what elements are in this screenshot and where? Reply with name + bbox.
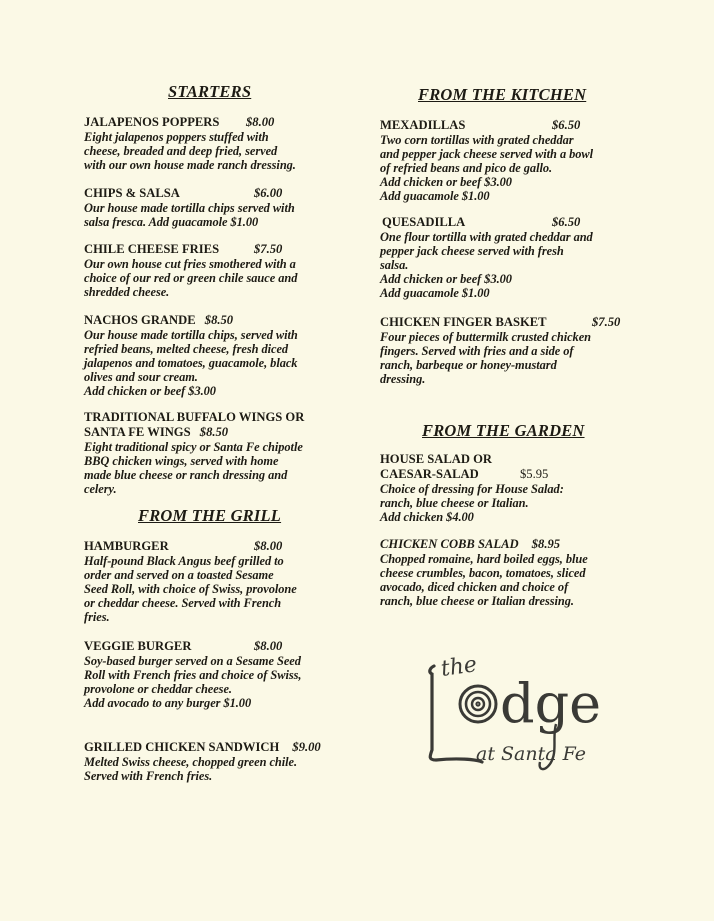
item-name: VEGGIE BURGER xyxy=(84,639,192,653)
item-price: $6.00 xyxy=(254,186,283,200)
item-name-line2: SANTA FE WINGS xyxy=(84,425,191,439)
item-name: JALAPENOS POPPERS xyxy=(84,115,220,129)
menu-item-chile-cheese-fries xyxy=(84,242,352,299)
item-description: Melted Swiss cheese, chopped green chile. Served with French fries. xyxy=(84,755,298,783)
menu-item-mexadillas xyxy=(380,118,660,203)
item-price: $8.00 xyxy=(246,115,275,129)
logo-at-santa-fe: at Santa Fe xyxy=(476,743,586,765)
item-price: $7.50 xyxy=(592,315,621,329)
menu-item-house-caesar-salad xyxy=(380,452,660,524)
menu-item-quesadilla xyxy=(380,215,660,300)
item-description: One flour tortilla with grated cheddar and pepper jack cheese served with fresh salsa. Add chicken or beef $3.00 Add guacamole $1.00 xyxy=(380,230,593,300)
item-price: $9.00 xyxy=(292,740,321,754)
menu-item-veggie-burger xyxy=(84,639,352,710)
menu-item-jalapenos-poppers xyxy=(84,115,352,172)
item-description: Chopped romaine, hard boiled eggs, blue cheese crumbles, bacon, tomatoes, sliced avocado, diced chicken and choice of ranch, blue cheese or Italian dressing. xyxy=(380,552,588,608)
item-price: $8.00 xyxy=(254,639,283,653)
logo-the: the xyxy=(439,652,479,682)
item-description: Our house made tortilla chips served with salsa fresca. Add guacamole $1.00 xyxy=(84,201,295,229)
item-description: Soy-based burger served on a Sesame Seed Roll with French fries and choice of Swiss, provolone or cheddar cheese. Add avocado to any burger $1.00 xyxy=(84,654,302,710)
section-title-starters: STARTERS xyxy=(168,82,252,101)
item-price: $8.95 xyxy=(531,537,561,551)
section-title-kitchen: FROM THE KITCHEN xyxy=(418,85,587,104)
menu-item-hamburger xyxy=(84,539,352,624)
lodge-logo xyxy=(416,638,626,788)
item-name: CHILE CHEESE FRIES xyxy=(84,242,220,256)
item-description: Our own house cut fries smothered with a choice of our red or green chile sauce and shredded cheese. xyxy=(84,257,298,299)
item-description: Two corn tortillas with grated cheddar and pepper jack cheese served with a bowl of refried beans and pico de gallo. Add chicken or beef $3.00 Add guacamole $1.00 xyxy=(380,133,594,203)
item-price: $8.50 xyxy=(199,425,229,439)
item-price: $6.50 xyxy=(552,215,581,229)
item-name: GRILLED CHICKEN SANDWICH xyxy=(84,740,280,754)
section-title-grill: FROM THE GRILL xyxy=(138,506,282,525)
item-name: CHICKEN COBB SALAD xyxy=(380,537,519,551)
item-name: HOUSE SALAD OR xyxy=(380,452,492,466)
menu-item-chicken-cobb-salad xyxy=(380,537,660,608)
menu-item-nachos-grande xyxy=(84,313,352,398)
item-name: TRADITIONAL BUFFALO WINGS OR xyxy=(84,410,305,424)
item-price: $6.50 xyxy=(552,118,581,132)
item-description: Eight jalapenos poppers stuffed with cheese, breaded and deep fried, served with our own house made ranch dressing. xyxy=(84,130,296,172)
item-description: Half-pound Black Angus beef grilled to order and served on a toasted Sesame Seed Roll, with choice of Swiss, provolone or cheddar cheese. Served with French fries. xyxy=(84,554,297,624)
item-name: CHICKEN FINGER BASKET xyxy=(380,315,547,329)
item-price: $8.50 xyxy=(204,313,234,327)
item-price: $5.95 xyxy=(520,467,549,481)
item-name: HAMBURGER xyxy=(84,539,169,553)
section-title-garden: FROM THE GARDEN xyxy=(422,421,585,440)
item-description: Choice of dressing for House Salad: ranch, blue cheese or Italian. Add chicken $4.00 xyxy=(380,482,564,524)
item-description: Eight traditional spicy or Santa Fe chipotle BBQ chicken wings, served with home made blue cheese or ranch dressing and celery. xyxy=(84,440,303,496)
logo-dge: dge xyxy=(500,672,602,735)
menu-item-chicken-finger-basket xyxy=(380,315,660,386)
menu-item-buffalo-wings xyxy=(84,410,352,496)
item-name: MEXADILLAS xyxy=(380,118,466,132)
item-price: $7.50 xyxy=(254,242,283,256)
item-price: $8.00 xyxy=(254,539,283,553)
item-description: Our house made tortilla chips, served with refried beans, melted cheese, fresh diced jalapenos and tomatoes, guacamole, black olives and sour cream. Add chicken or beef $3.00 xyxy=(84,328,298,398)
item-name: NACHOS GRANDE xyxy=(84,313,196,327)
item-name: QUESADILLA xyxy=(382,215,466,229)
item-name: CHIPS & SALSA xyxy=(84,186,180,200)
menu-item-chips-salsa xyxy=(84,186,352,229)
item-description: Four pieces of buttermilk crusted chicken fingers. Served with fries and a side of ranch, barbeque or honey-mustard dressing. xyxy=(380,330,591,386)
item-name-line2: CAESAR-SALAD xyxy=(380,467,479,481)
lodge-logo-svg xyxy=(416,638,626,788)
menu-item-grilled-chicken-sandwich xyxy=(84,740,352,783)
